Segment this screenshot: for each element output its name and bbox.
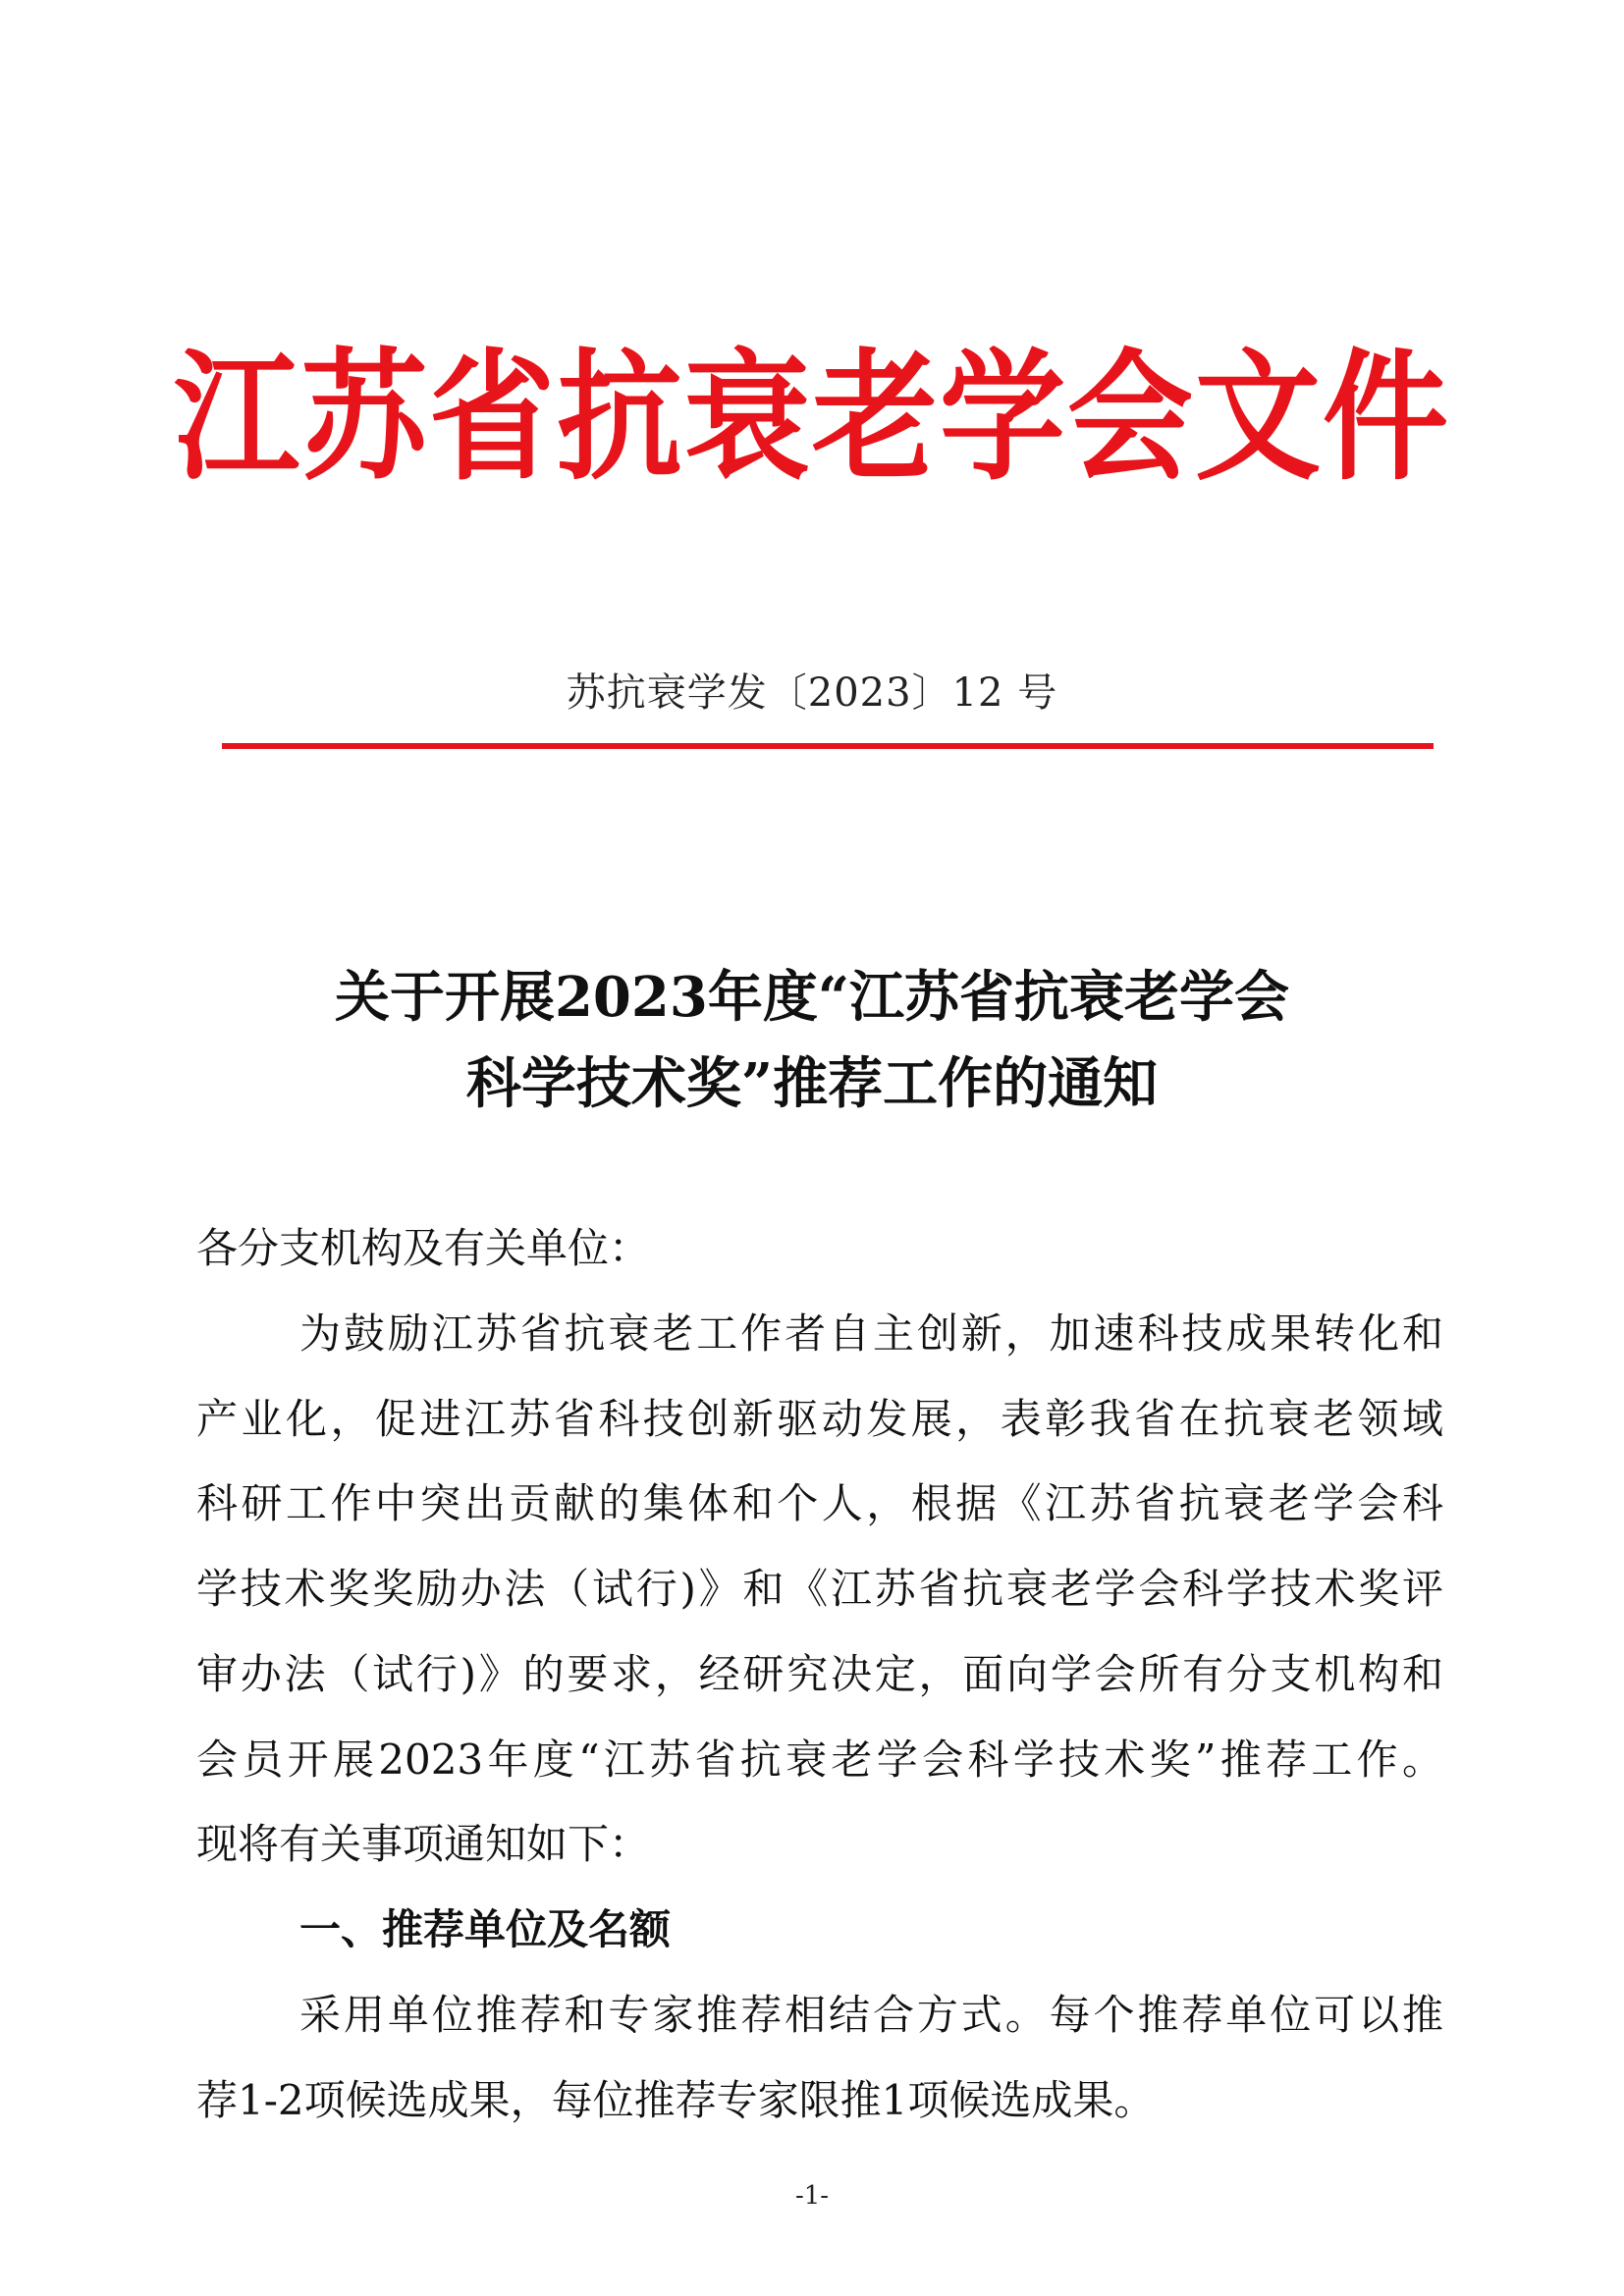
notice-title-line-1: 关于开展2023年度“江苏省抗衰老学会 (334, 965, 1290, 1030)
organization-header: 江苏省抗衰老学会文件 (173, 336, 1450, 501)
page-number: -1- (794, 2181, 830, 2211)
paragraph-1-line: 为鼓励江苏省抗衰老工作者自主创新，加速科技成果转化和 (299, 1309, 1443, 1358)
salutation: 各分支机构及有关单位： (196, 1224, 651, 1272)
paragraph-1-line: 审办法（试行)》的要求，经研究决定，面向学会所有分支机构和 (196, 1650, 1443, 1698)
paragraph-2-line: 采用单位推荐和专家推荐相结合方式。每个推荐单位可以推 (299, 1991, 1443, 2039)
paragraph-1-line: 产业化，促进江苏省科技创新驱动发展，表彰我省在抗衰老领域 (196, 1395, 1443, 1443)
document-number: 苏抗衰学发〔2023〕12 号 (566, 670, 1058, 716)
paragraph-1-line: 现将有关事项通知如下： (196, 1820, 651, 1868)
paragraph-1-line: 科研工作中突出贡献的集体和个人，根据《江苏省抗衰老学会科 (196, 1479, 1443, 1527)
notice-title-line-2: 科学技术奖”推荐工作的通知 (465, 1051, 1159, 1116)
paragraph-2-line: 荐1-2项候选成果，每位推荐专家限推1项候选成果。 (196, 2076, 1156, 2124)
paragraph-1-line: 会员开展2023年度“江苏省抗衰老学会科学技术奖”推荐工作。 (196, 1735, 1443, 1784)
red-divider-line (222, 743, 1434, 749)
paragraph-1-line: 学技术奖奖励办法（试行)》和《江苏省抗衰老学会科学技术奖评 (196, 1565, 1443, 1613)
section-1-heading: 一、推荐单位及名额 (299, 1905, 672, 1953)
